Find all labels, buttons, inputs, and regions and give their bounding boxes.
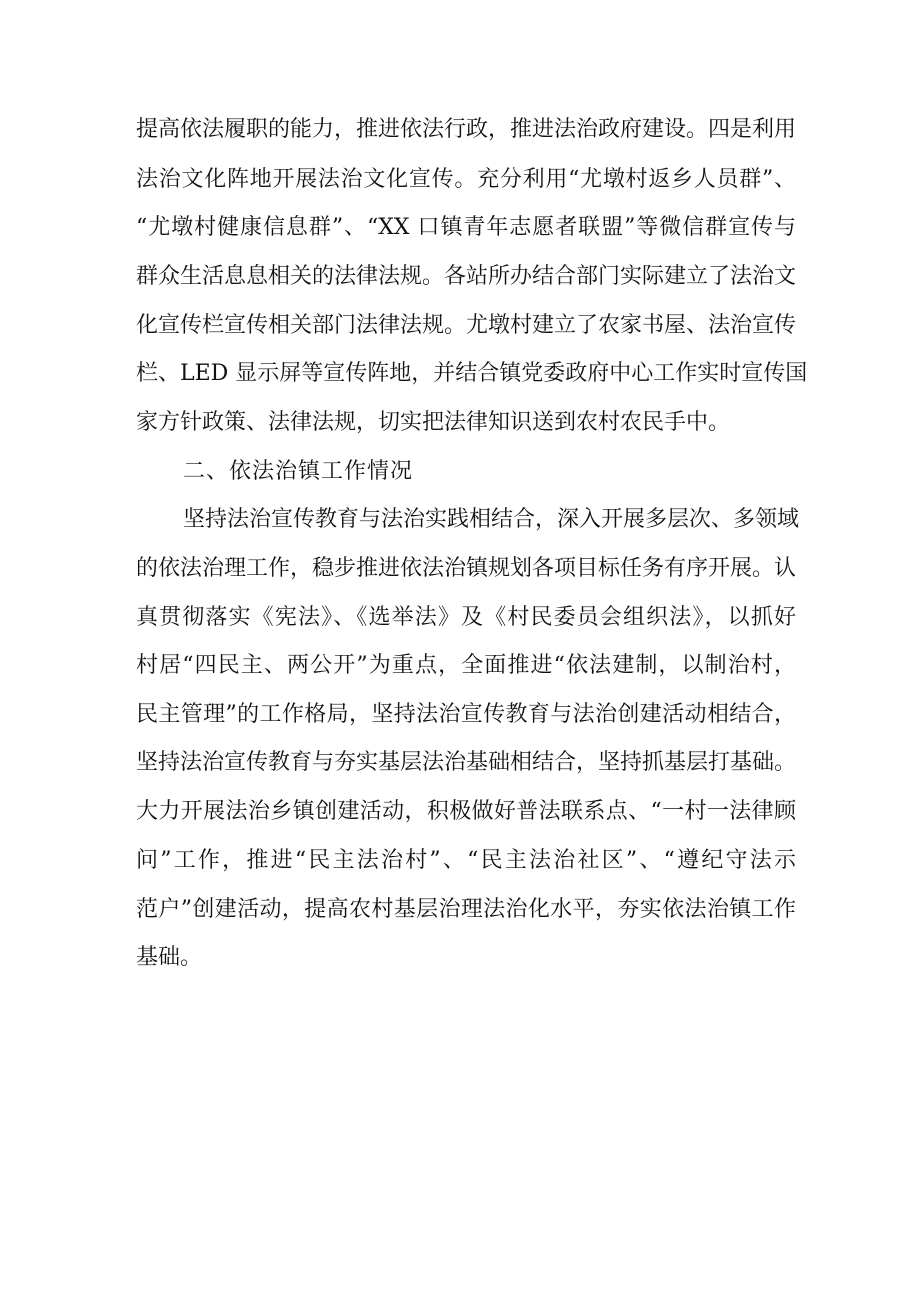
paragraph-2-line-7: 大力开展法治乡镇创建活动，积极做好普法联系点、“一村一法律顾 <box>136 799 796 824</box>
paragraph-2-line-9: 范户”创建活动，提高农村基层治理法治化水平，夯实依法治镇工作 <box>136 897 796 922</box>
paragraph-1-line-1: 提高依法履职的能力，推进依法行政，推进法治政府建设。四是利用 <box>136 117 797 142</box>
paragraph-2-line-8: 问”工作，推进“民主法治村”、“民主法治社区”、“遵纪守法示 <box>136 848 796 873</box>
paragraph-2-line-6: 坚持法治宣传教育与夯实基层法治基础相结合，坚持抓基层打基础。 <box>136 750 797 775</box>
paragraph-2-line-2: 的依法治理工作，稳步推进依法治镇规划各项目标任务有序开展。认 <box>136 556 797 581</box>
section-heading: 二、依法治镇工作情况 <box>183 459 414 484</box>
paragraph-2-line-5: 民主管理”的工作格局，坚持法治宣传教育与法治创建活动相结合， <box>136 702 796 727</box>
paragraph-1-line-4: 群众生活息息相关的法律法规。各站所办结合部门实际建立了法治文 <box>136 264 797 289</box>
paragraph-1-line-6: 栏、LED 显示屏等宣传阵地，并结合镇党委政府中心工作实时宣传国 <box>136 361 808 386</box>
paragraph-2-line-3: 真贯彻落实《宪法》、《选举法》及《村民委员会组织法》，以抓好 <box>136 605 796 630</box>
paragraph-1-line-5: 化宣传栏宣传相关部门法律法规。尤墩村建立了农家书屋、法治宣传 <box>136 313 797 338</box>
paragraph-2-line-1: 坚持法治宣传教育与法治实践相结合，深入开展多层次、多领域 <box>183 507 800 532</box>
paragraph-1-line-7: 家方针政策、法律法规，切实把法律知识送到农村农民手中。 <box>136 410 731 435</box>
paragraph-1-line-2: 法治文化阵地开展法治文化宣传。充分利用“尤墩村返乡人员群”、 <box>136 167 796 192</box>
paragraph-1-line-3: “尤墩村健康信息群”、“XX 口镇青年志愿者联盟”等微信群宣传与 <box>136 215 796 240</box>
paragraph-2-line-10: 基础。 <box>136 945 203 970</box>
paragraph-2-line-4: 村居“四民主、两公开”为重点，全面推进“依法建制，以制治村， <box>136 653 796 678</box>
